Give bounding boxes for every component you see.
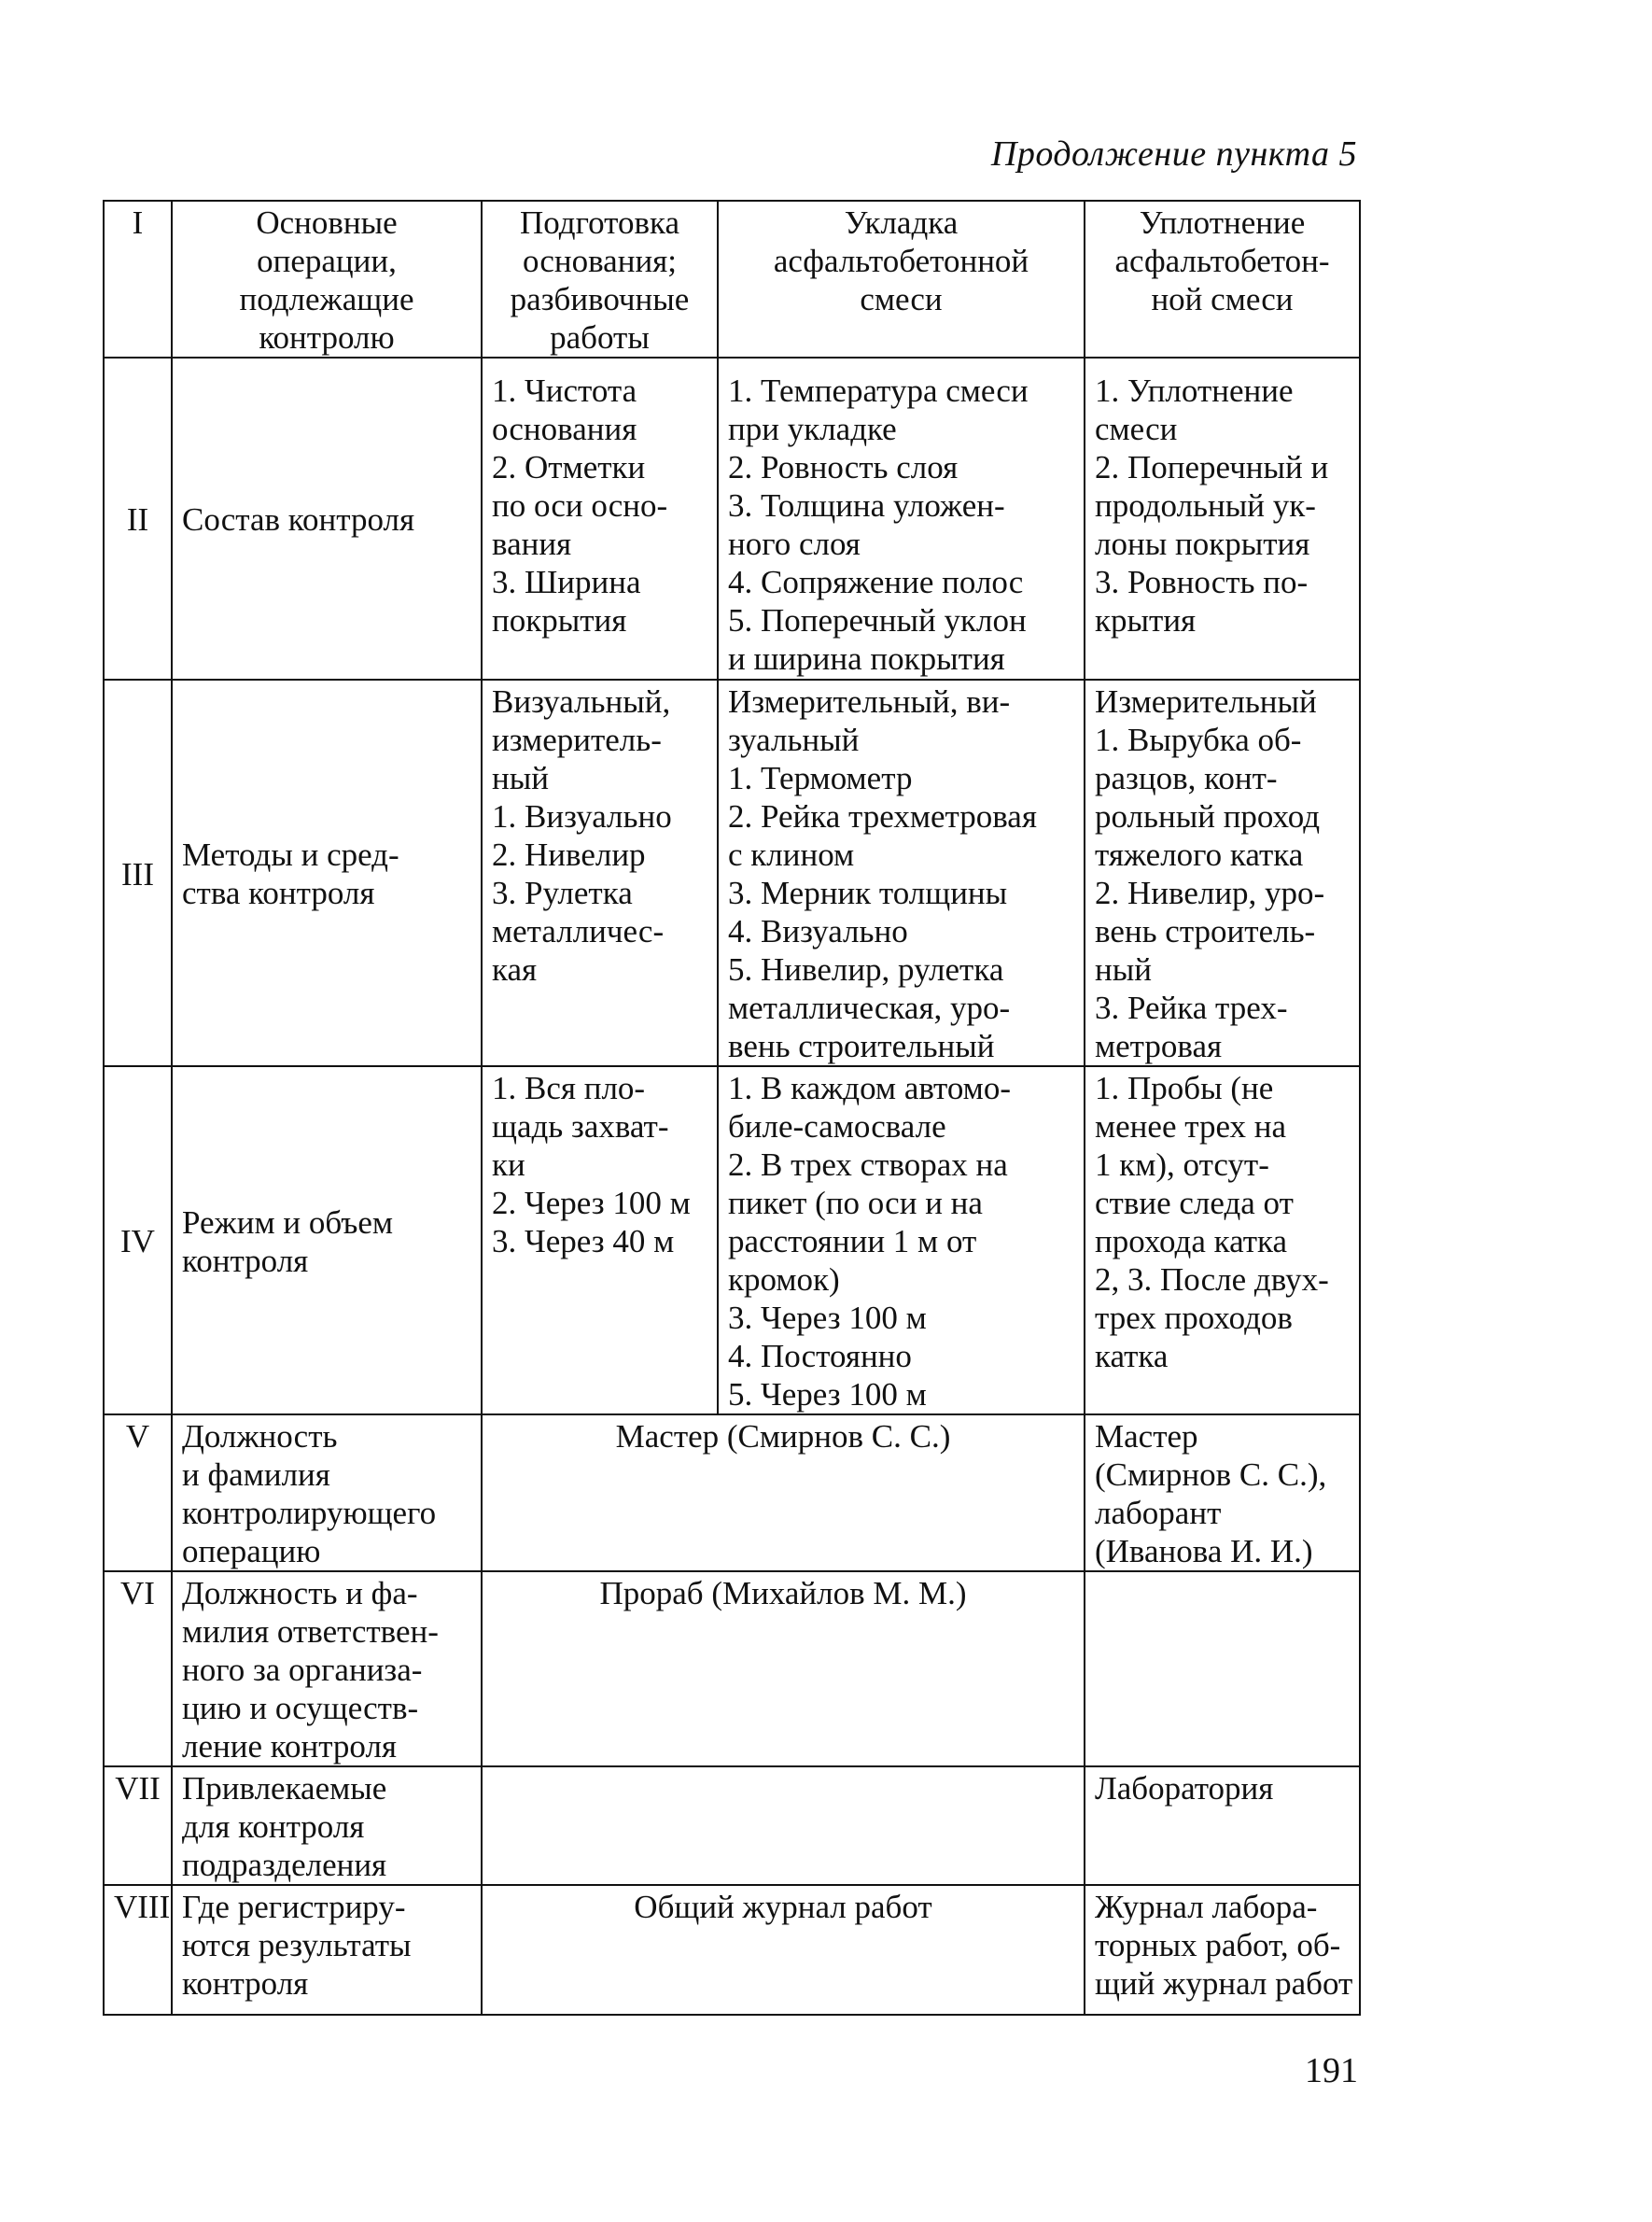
cell-text-line: 4. Визуально	[728, 913, 908, 949]
cell-text-line: щадь захват-	[492, 1108, 669, 1145]
cell-text-line: расстоянии 1 м от	[728, 1223, 977, 1259]
cell-text-line: 3. Рейка трех-	[1095, 990, 1288, 1026]
cell-text-line: ного за организа-	[182, 1652, 423, 1688]
cell-text-line: подразделения	[182, 1847, 387, 1883]
cell-text-line: 1. Чистота	[492, 373, 637, 409]
cell-text-line: лаборант	[1095, 1495, 1222, 1531]
cell-text-line: 5. Поперечный уклон	[728, 602, 1027, 639]
cell-text-line: ного слоя	[728, 526, 861, 562]
cell-text-line: 2. В трех створах на	[728, 1146, 1008, 1183]
cell-text-line: Привлекаемые	[182, 1770, 387, 1807]
cell-text-line: торных работ, об-	[1095, 1927, 1341, 1963]
cell-text-line: подлежащие	[239, 281, 414, 317]
cell-text-line: измеритель-	[492, 722, 662, 758]
cell-text-line: Уплотнение	[1139, 204, 1306, 241]
row-label-cell	[172, 1571, 482, 1766]
cell-preparation	[482, 358, 718, 680]
cell-text-line: металлическая, уро-	[728, 990, 1011, 1026]
cell-text-line: при укладке	[728, 411, 897, 447]
cell-text-line: (Смирнов С. С.),	[1095, 1456, 1327, 1493]
cell-text-line: щий журнал работ	[1095, 1965, 1353, 2002]
cell-text-line: асфальтобетонной	[773, 243, 1029, 279]
cell-text-line: Режим и объем	[182, 1203, 394, 1241]
row-label-cell	[172, 680, 482, 1066]
cell-text-line: ный	[492, 760, 549, 796]
cell-text-line: разцов, конт-	[1095, 760, 1278, 796]
cell-text-line: Должность и фа-	[182, 1575, 418, 1611]
cell-compaction	[1085, 1885, 1360, 2015]
continuation-caption: Продолжение пункта 5	[990, 134, 1357, 174]
row-number-cell: VI	[104, 1571, 172, 1766]
row-number-cell: V	[104, 1414, 172, 1571]
merged-cell: Мастер (Смирнов С. С.)	[482, 1414, 1085, 1571]
cell-text-line: 2. Нивелир	[492, 837, 646, 873]
row-number-cell: III	[104, 680, 172, 1066]
cell-text-line: 2. Отметки	[492, 449, 646, 485]
cell-text-line: ный	[1095, 951, 1152, 988]
cell-text-line: металличес-	[492, 913, 665, 949]
page-number: 191	[1305, 2051, 1358, 2090]
cell-text-line: 1. В каждом автомо-	[728, 1070, 1011, 1106]
cell-text-line: Подготовка	[520, 204, 679, 241]
cell-compaction	[1085, 358, 1360, 680]
table-row-mode	[104, 1066, 1360, 1414]
cell-compaction	[1085, 680, 1360, 1066]
cell-text-line: прохода катка	[1095, 1223, 1288, 1259]
cell-text-line: ства контроля	[182, 875, 375, 911]
row-number-cell: I	[104, 201, 172, 358]
cell-text-line: 5. Через 100 м	[728, 1376, 927, 1413]
cell-text-line: ление контроля	[182, 1728, 398, 1765]
cell-compaction	[1085, 1066, 1360, 1414]
header-col-preparation	[482, 201, 718, 358]
cell-text-line: 3. Через 100 м	[728, 1300, 927, 1336]
cell-compaction	[1085, 1414, 1360, 1571]
header-col-laying	[718, 201, 1085, 358]
cell-text-line: 5. Нивелир, рулетка	[728, 951, 1004, 988]
table-row-header	[104, 201, 1360, 358]
table-row-departments	[104, 1766, 1360, 1885]
cell-text-line: Визуальный,	[492, 683, 671, 720]
cell-text-line: рольный проход	[1095, 798, 1321, 835]
cell-text-line: вень строительный	[728, 1028, 995, 1064]
cell-text-line: 1. Вся пло-	[492, 1070, 646, 1106]
cell-text-line: Мастер	[1095, 1418, 1198, 1455]
cell-text-line: Измерительный, ви-	[728, 683, 1011, 720]
cell-text-line: 1 км), отсут-	[1095, 1146, 1269, 1183]
row-number-cell: II	[104, 358, 172, 680]
cell-text-line: Методы и сред-	[182, 837, 399, 873]
cell-text-line: трех проходов	[1095, 1300, 1293, 1336]
cell-laying	[718, 358, 1085, 680]
cell-text-line: крытия	[1095, 602, 1197, 639]
cell-text-line: кромок)	[728, 1261, 840, 1298]
cell-text-line: и ширина покрытия	[728, 640, 1005, 677]
cell-text-line: смеси	[860, 281, 943, 317]
table-row-responsible	[104, 1571, 1360, 1766]
cell-text-line: Журнал лабора-	[1095, 1889, 1318, 1925]
cell-text-line: 2. Через 100 м	[492, 1185, 691, 1221]
cell-text-line: 1. Уплотнение	[1095, 373, 1294, 409]
cell-text-line: разбивочные	[510, 281, 690, 317]
table-row-controller	[104, 1414, 1360, 1571]
cell-text-line: 3. Ровность по-	[1095, 564, 1309, 600]
row-label-cell	[172, 358, 482, 680]
cell-text-line: 3. Толщина уложен-	[728, 487, 1005, 524]
cell-text-line: ной смеси	[1151, 281, 1294, 317]
merged-cell: Общий журнал работ	[482, 1885, 1085, 2015]
control-table	[103, 200, 1361, 2016]
row-label-cell	[172, 1766, 482, 1885]
table-row-registration	[104, 1885, 1360, 2015]
cell-text-line: Лаборатория	[1095, 1770, 1274, 1807]
cell-text-line: тяжелого катка	[1095, 837, 1304, 873]
cell-text-line: 3. Через 40 м	[492, 1223, 675, 1259]
cell-text-line: по оси осно-	[492, 487, 668, 524]
cell-text-line: основания;	[522, 243, 678, 279]
cell-text-line: работы	[550, 319, 650, 356]
cell-text-line: смеси	[1095, 411, 1178, 447]
row-number-cell: VIII	[104, 1885, 172, 2015]
cell-laying	[718, 1066, 1085, 1414]
cell-text-line: операции,	[257, 243, 397, 279]
cell-text-line: контролю	[259, 319, 395, 356]
cell-text-line: Состав контроля	[182, 501, 415, 538]
cell-text-line: 2. Нивелир, уро-	[1095, 875, 1325, 911]
cell-text-line: зуальный	[728, 722, 860, 758]
cell-text-line: асфальтобетон-	[1114, 243, 1330, 279]
cell-text-line: 4. Сопряжение полос	[728, 564, 1024, 600]
cell-text-line: метровая	[1095, 1028, 1223, 1064]
cell-text-line: Должность	[182, 1418, 338, 1455]
cell-text-line: Укладка	[844, 204, 959, 241]
cell-text-line: катка	[1095, 1338, 1169, 1374]
cell-preparation	[482, 680, 718, 1066]
cell-text-line: 2. Рейка трехметровая	[728, 798, 1037, 835]
cell-text-line: ки	[492, 1146, 525, 1183]
cell-text-line: вень строитель-	[1095, 913, 1316, 949]
row-number-cell: IV	[104, 1066, 172, 1414]
cell-text-line: 1. Вырубка об-	[1095, 722, 1302, 758]
cell-text-line: контроля	[182, 1965, 309, 2002]
cell-text-line: и фамилия	[182, 1456, 330, 1493]
cell-text-line: Основные	[256, 204, 398, 241]
table-row-methods	[104, 680, 1360, 1066]
cell-text-line: с клином	[728, 837, 855, 873]
cell-text-line: цию и осуществ-	[182, 1690, 419, 1726]
cell-text-line: 1. Температура смеси	[728, 373, 1029, 409]
cell-text-line: Измерительный	[1095, 683, 1317, 720]
cell-text-line: милия ответствен-	[182, 1613, 439, 1650]
cell-text-line: вания	[492, 526, 572, 562]
row-label-cell	[172, 1066, 482, 1414]
cell-text-line: 4. Постоянно	[728, 1338, 912, 1374]
row-label-cell	[172, 1414, 482, 1571]
merged-cell: Прораб (Михайлов М. М.)	[482, 1571, 1085, 1766]
cell-text-line: 3. Рулетка	[492, 875, 633, 911]
cell-text-line: покрытия	[492, 602, 627, 639]
cell-text-line: кая	[492, 951, 538, 988]
row-label-cell	[172, 1885, 482, 2015]
cell-text-line: (Иванова И. И.)	[1095, 1533, 1313, 1569]
cell-text-line: 2. Ровность слоя	[728, 449, 959, 485]
cell-text-line: менее трех на	[1095, 1108, 1287, 1145]
cell-text-line: для контроля	[182, 1808, 365, 1845]
row-label-cell	[172, 201, 482, 358]
cell-compaction	[1085, 1766, 1360, 1885]
cell-text-line: 1. Пробы (не	[1095, 1070, 1274, 1106]
cell-text-line: 3. Мерник толщины	[728, 875, 1008, 911]
cell-compaction	[1085, 1571, 1360, 1766]
cell-text-line: контроля	[182, 1242, 309, 1279]
cell-text-line: продольный ук-	[1095, 487, 1316, 524]
cell-text-line: ются результаты	[182, 1927, 412, 1963]
cell-text-line: 1. Термометр	[728, 760, 913, 796]
cell-text-line: биле-самосвале	[728, 1108, 946, 1145]
cell-text-line: контролирующего	[182, 1495, 437, 1531]
cell-laying	[718, 680, 1085, 1066]
cell-text-line: операцию	[182, 1533, 321, 1569]
cell-text-line: 1. Визуально	[492, 798, 672, 835]
header-col-compaction	[1085, 201, 1360, 358]
row-number-cell: VII	[104, 1766, 172, 1885]
cell-text-line: основания	[492, 411, 637, 447]
cell-text-line: Где регистриру-	[182, 1889, 406, 1925]
cell-text-line: ствие следа от	[1095, 1185, 1294, 1221]
cell-preparation	[482, 1066, 718, 1414]
table-row-composition	[104, 358, 1360, 680]
cell-text-line: 3. Ширина	[492, 564, 641, 600]
cell-text-line: лоны покрытия	[1095, 526, 1310, 562]
cell-text-line: 2. Поперечный и	[1095, 449, 1329, 485]
cell-text-line: пикет (по оси и на	[728, 1185, 983, 1221]
cell-text-line: 2, 3. После двух-	[1095, 1261, 1329, 1298]
merged-cell	[482, 1766, 1085, 1885]
